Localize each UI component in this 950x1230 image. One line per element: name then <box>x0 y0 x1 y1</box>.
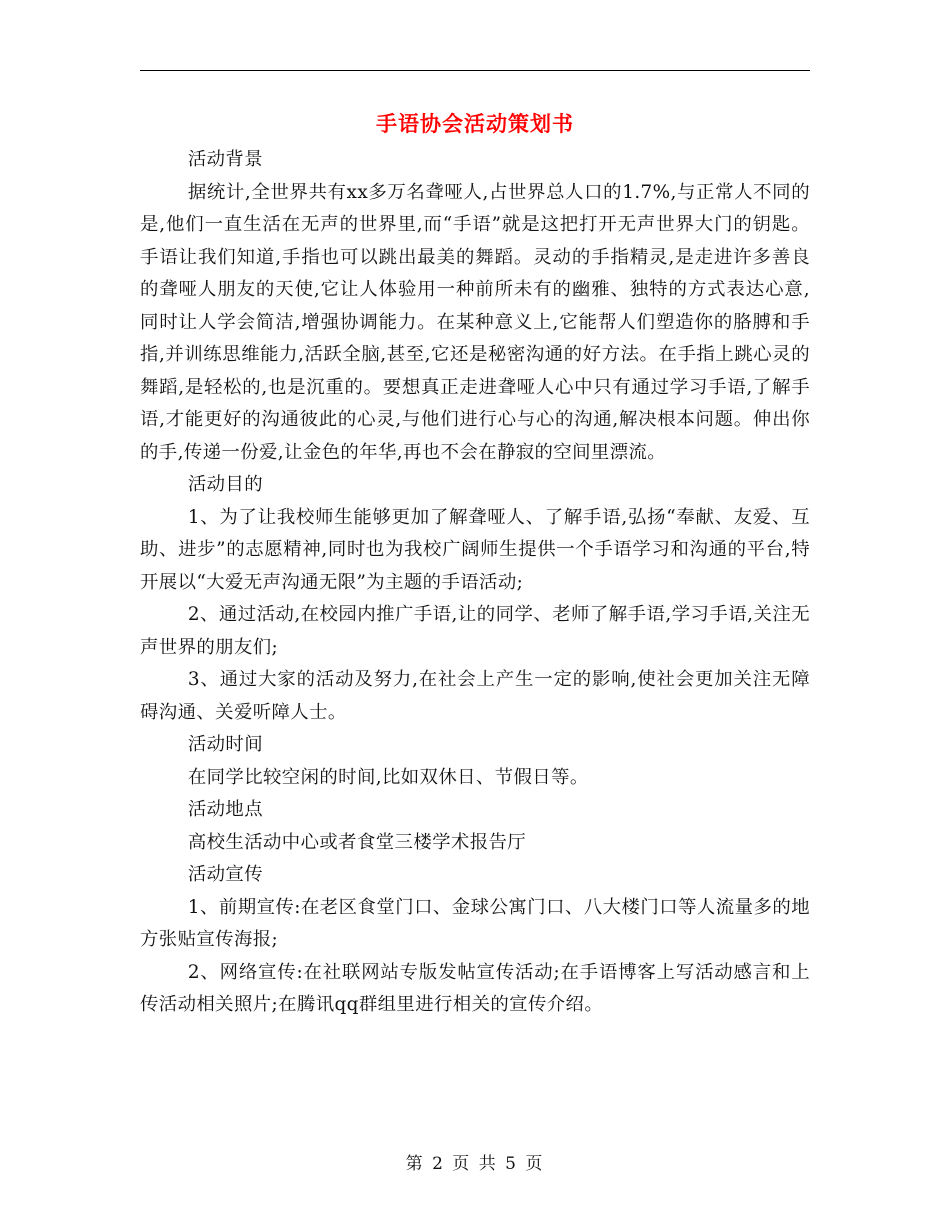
paragraph-publicity-1: 1、前期宣传:在老区食堂门口、金球公寓门口、八大楼门口等人流量多的地方张贴宣传海报; <box>140 896 810 950</box>
paragraph-location: 高校生活动中心或者食堂三楼学术报告厅 <box>187 831 527 853</box>
paragraph-purpose-2: 2、通过活动,在校园内推广手语,让的同学、老师了解手语,学习手语,关注无声世界的朋友们; <box>140 604 810 658</box>
paragraph-publicity-2: 2、网络宣传:在社联网站专版发帖宣传活动;在手语博客上写活动感言和上传活动相关照片;在腾讯qq群组里进行相关的宣传介绍。 <box>140 961 810 1015</box>
paragraph-time: 在同学比较空闲的时间,比如双休日、节假日等。 <box>187 766 589 788</box>
section-heading-time: 活动时间 <box>187 734 263 755</box>
section-heading-publicity: 活动宣传 <box>187 864 263 885</box>
document-body <box>140 144 810 1022</box>
paragraph-purpose-1: 1、为了让我校师生能够更加了解聋哑人、了解手语,弘扬“奉献、友爱、互助、进步”的志愿精神,同时也为我校广阔师生提供一个手语学习和沟通的平台,特开展以“大爱无声沟通无限”为主题的手语活动; <box>140 506 810 593</box>
section-heading-background: 活动背景 <box>187 149 263 170</box>
paragraph-purpose-3: 3、通过大家的活动及努力,在社会上产生一定的影响,使社会更加关注无障碍沟通、关爱听障人士。 <box>140 669 810 723</box>
document-title: 手语协会活动策划书 <box>376 111 574 136</box>
header-rule <box>140 70 810 71</box>
section-heading-location: 活动地点 <box>187 799 263 820</box>
page-indicator: 第 2 页 共 5 页 <box>405 1154 545 1174</box>
section-heading-purpose: 活动目的 <box>187 474 263 495</box>
paragraph-background: 据统计,全世界共有xx多万名聋哑人,占世界总人口的1.7%,与正常人不同的是,他们一直生活在无声的世界里,而“手语”就是这把打开无声世界大门的钥匙。手语让我们知道,手指也可以跳出最美的舞蹈。灵动的手指精灵,是走进许多善良的聋哑人朋友的天使,它让人体验用一种前所未有的幽雅、独特的方式表达心意,同时让人学会简洁,增强协调能力。在某种意义上,它能帮人们塑造你的胳膊和手指,并训练思维能力,活跃全脑,甚至,它还是秘密沟通的好方法。在手指上跳心灵的舞蹈,是轻松的,也是沉重的。要想真正走进聋哑人心中只有通过学习手语,了解手语,才能更好的沟通彼此的心灵,与他们进行心与心的沟通,解决根本问题。伸出你的手,传递一份爱,让金色的年华,再也不会在静寂的空间里漂流。 <box>140 181 810 463</box>
